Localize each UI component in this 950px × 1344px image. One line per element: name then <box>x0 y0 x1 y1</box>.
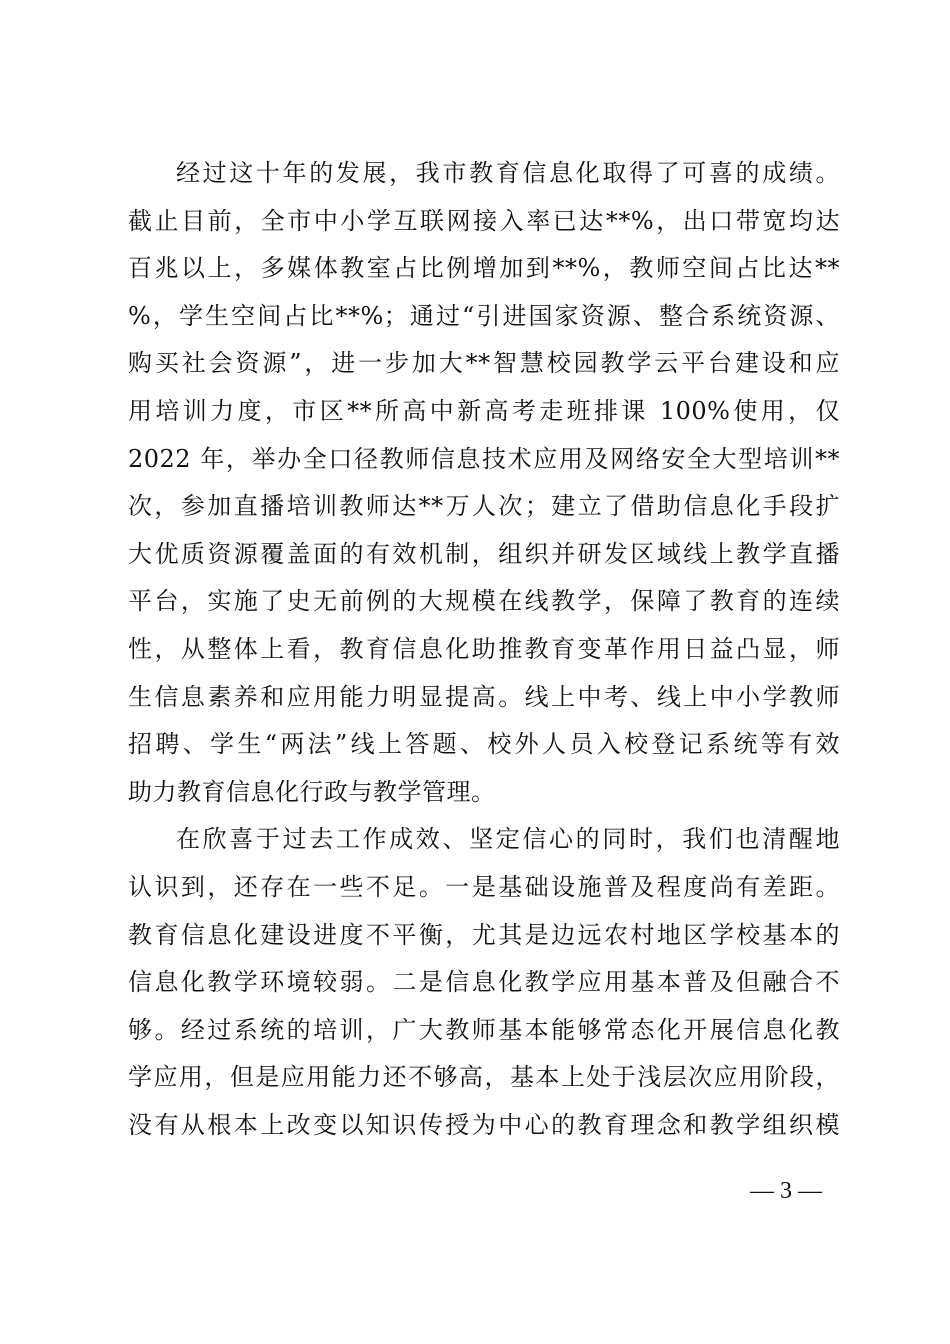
text-line: 购买社会资源”，进一步加大**智慧校园教学云平台建设和应 <box>128 349 840 378</box>
text-line: 学应用，但是应用能力还不够高，基本上处于浅层次应用阶段， <box>128 1063 840 1092</box>
text-line: 次，参加直播培训教师达**万人次；建立了借助信息化手段扩 <box>128 492 840 521</box>
text-line: 大优质资源覆盖面的有效机制，组织并研发区域线上教学直播 <box>128 539 840 568</box>
paragraph-1 <box>128 150 840 816</box>
text-line: 认识到，还存在一些不足。一是基础设施普及程度尚有差距。 <box>128 872 840 901</box>
text-line: 平台，实施了史无前例的大规模在线教学，保障了教育的连续 <box>128 587 840 616</box>
text-line: 够。经过系统的培训，广大教师基本能够常态化开展信息化教 <box>128 1015 840 1044</box>
text-line: %，学生空间占比**%；通过“引进国家资源、整合系统资源、 <box>128 301 840 330</box>
text-line: 经过这十年的发展，我市教育信息化取得了可喜的成绩。 <box>176 159 840 187</box>
text-line: 百兆以上，多媒体教室占比例增加到**%，教师空间占比达** <box>128 254 840 283</box>
text-line: 性，从整体上看，教育信息化助推教育变革作用日益凸显，师 <box>128 634 840 663</box>
text-line: 助力教育信息化行政与教学管理。 <box>128 777 496 806</box>
text-line: 用培训力度，市区**所高中新高考走班排课 100%使用，仅 <box>128 396 840 425</box>
text-line: 2022 年，举办全口径教师信息技术应用及网络安全大型培训** <box>128 444 840 473</box>
text-line: 教育信息化建设进度不平衡，尤其是边远农村地区学校基本的 <box>128 920 840 949</box>
text-line: 生信息素养和应用能力明显提高。线上中考、线上中小学教师 <box>128 682 840 711</box>
body-text <box>128 150 840 1149</box>
paragraph-2 <box>128 816 840 1149</box>
text-line: 在欣喜于过去工作成效、坚定信心的同时，我们也清醒地 <box>176 825 840 854</box>
text-line: 没有从根本上改变以知识传授为中心的教育理念和教学组织模 <box>128 1110 840 1139</box>
page-number: — 3 — <box>750 1178 822 1204</box>
text-line: 信息化教学环境较弱。二是信息化教学应用基本普及但融合不 <box>128 968 840 997</box>
text-line: 招聘、学生“两法”线上答题、校外人员入校登记系统等有效 <box>128 730 840 759</box>
text-line: 截止目前，全市中小学互联网接入率已达**%，出口带宽均达 <box>128 206 840 235</box>
